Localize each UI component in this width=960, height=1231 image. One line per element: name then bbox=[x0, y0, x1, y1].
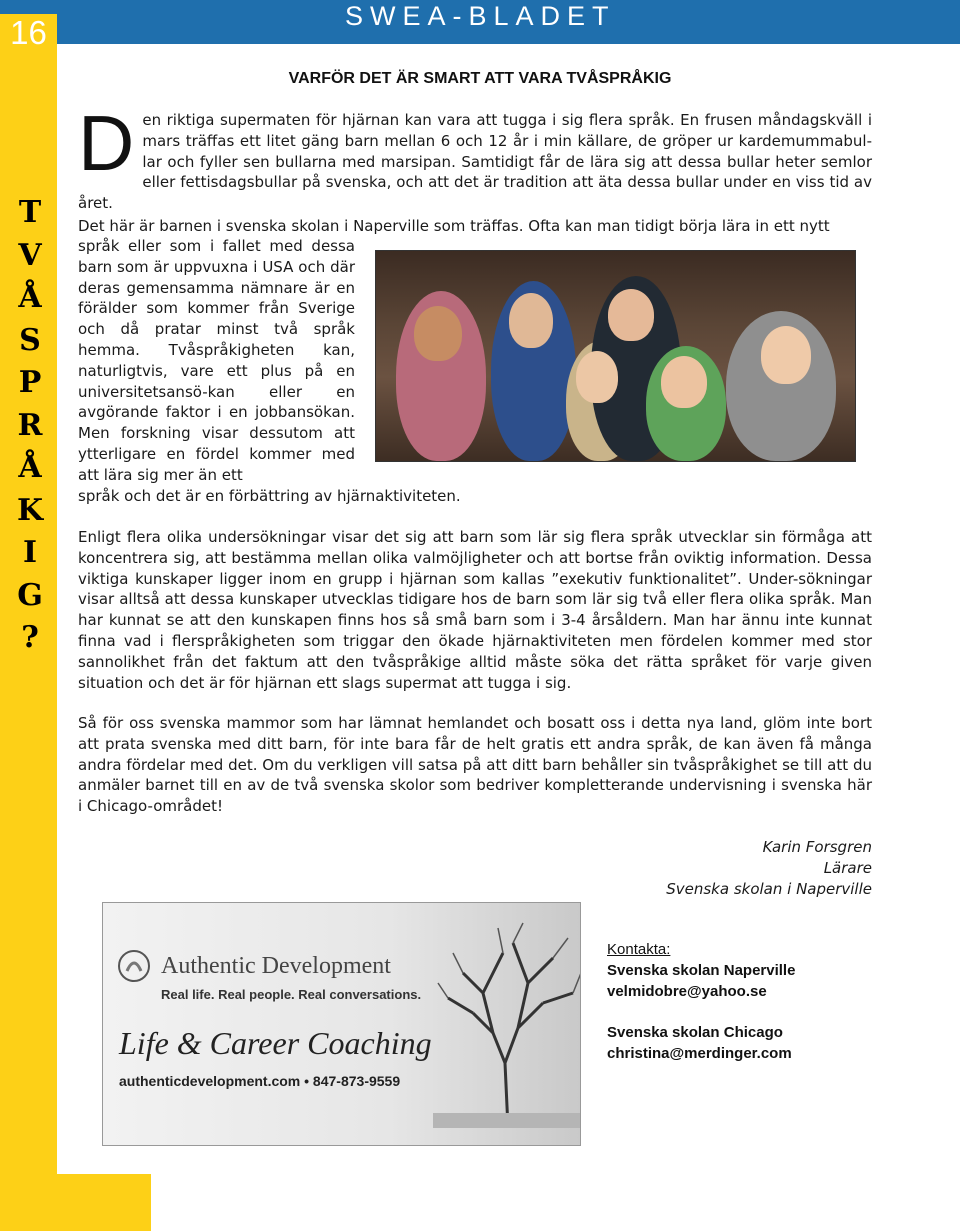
vertical-letter: S bbox=[19, 322, 41, 358]
drop-cap: D bbox=[78, 99, 135, 187]
vertical-letter: V bbox=[18, 237, 42, 273]
vertical-letter: Å bbox=[18, 450, 42, 485]
vertical-letter: T bbox=[18, 195, 42, 230]
author-name: Karin Forsgren bbox=[762, 838, 872, 856]
vertical-title bbox=[8, 192, 52, 660]
intro-paragraph bbox=[78, 99, 872, 214]
advertisement bbox=[102, 902, 581, 1146]
child-face bbox=[414, 306, 462, 361]
children-photo bbox=[375, 250, 856, 462]
ad-brand: Authentic Development bbox=[161, 953, 391, 979]
vertical-letter: ? bbox=[21, 620, 39, 655]
child-face bbox=[509, 293, 553, 348]
publication-title: SWEA-BLADET bbox=[345, 1, 616, 31]
vertical-letter: Å bbox=[18, 280, 42, 315]
side-paragraph: språk eller som i fallet med dessa barn som är uppvuxna i USA och där deras gemensamma nämnare är en förälder som kommer från Sverige och då pratar minst två språk hemma. Tvåspråkigheten kan, naturligtvis, vare ett plus på en universitetsansö-kan eller en avgörande faktor i en jobbansökan. Men forskning visar dessutom att ytterligare en fördel kommer med att lära sig mer än ett bbox=[78, 237, 355, 484]
signature bbox=[560, 837, 872, 899]
intro-text: en riktiga supermaten för hjärnan kan vara att tugga i sig flera språk. En frusen måndagskväll i mars träffas ett litet gäng barn mellan 6 och 12 år i min källare, de gröper ur kardemummabul-lar och fyller sen bullarna med marsipan. Samtidigt får de lära sig att dessa bullar heter semlor eller fettisdagsbullar på svenska, och att det är tradition att äta dessa bullar under en viss tid av året. bbox=[78, 111, 872, 213]
photo-intro-line: Det här är barnen i svenska skolan i Naperville som träffas. Ofta kan man tidigt börja lära in ett nytt bbox=[78, 217, 830, 235]
article-title: VARFÖR DET ÄR SMART ATT VARA TVÅSPRÅKIG bbox=[288, 70, 672, 87]
footer-block bbox=[57, 1174, 151, 1231]
page-number: 16 bbox=[0, 14, 57, 52]
side-paragraph-last-line: språk och det är en förbättring av hjärnaktiviteten. bbox=[78, 487, 461, 505]
ad-service: Life & Career Coaching bbox=[119, 1025, 432, 1061]
tree-icon bbox=[433, 913, 581, 1128]
child-face bbox=[761, 326, 811, 384]
brand-logo-icon bbox=[117, 949, 151, 983]
paragraph-research: Enligt flera olika undersökningar visar det sig att barn som lär sig flera språk utvecklar sin förmåga att koncentrera sig, att bestämma mellan olika valmöjligheter och att bortse från oviktig information. Dessa viktiga kunskaper ligger inom en grupp i hjärnan som kallas ”exekutiv funktionalitet”. Under-sökningar visar alltså att dessa kunskaper utvecklas tidigare hos de barn som lär sig två eller flera olika språk. Man har kunnat se att den kunskapen finns hos så små barn som i 3-4 årsåldern. Man har ännu inte kunnat finna vad i flerspråkigheten som triggar den ökade hjärnaktiviteten men fördelen kommer med stor sannolikhet från det faktum att den tvåspråkige alltid måste söka det rätta språket för varje given situation och det är för hjärnan ett slags supermat att tugga i sig. bbox=[78, 528, 872, 692]
child-face bbox=[608, 289, 654, 341]
vertical-letter: I bbox=[22, 535, 38, 570]
contact-school-naperville: Svenska skolan Naperville bbox=[607, 961, 796, 979]
ad-contact-line: authenticdevelopment.com • 847-873-9559 bbox=[119, 1073, 401, 1089]
vertical-letter: K bbox=[16, 492, 44, 528]
paragraph-call-to-action: Så för oss svenska mammor som har lämnat hemlandet och bosatt oss i detta nya land, glöm inte bort att prata svenska med ditt barn, för inte bara får de helt gratis ett andra språk, de kan även få många andra fördelar med det. Om du verkligen vill satsa på att ditt barn behåller sin tvåspråkighet se till att du anmäler barnet till en av de två svenska skolor som bedriver kompletterande undervisning i svenska här i Chicago-området! bbox=[78, 714, 872, 816]
contact-school-chicago: Svenska skolan Chicago bbox=[607, 1024, 783, 1042]
ad-tagline: Real life. Real people. Real conversations. bbox=[161, 987, 422, 1002]
child-face bbox=[661, 356, 707, 408]
contact-email-naperville[interactable]: velmidobre@yahoo.se bbox=[607, 982, 767, 1000]
vertical-letter: G bbox=[17, 577, 43, 613]
contact-heading: Kontakta: bbox=[607, 941, 671, 958]
author-role: Lärare bbox=[823, 858, 872, 877]
contact-block bbox=[607, 940, 907, 1065]
child-face bbox=[576, 351, 618, 403]
vertical-letter: R bbox=[17, 407, 43, 443]
contact-email-chicago[interactable]: christina@merdinger.com bbox=[607, 1044, 792, 1062]
author-school: Svenska skolan i Naperville bbox=[666, 879, 872, 898]
vertical-letter: P bbox=[18, 365, 42, 400]
